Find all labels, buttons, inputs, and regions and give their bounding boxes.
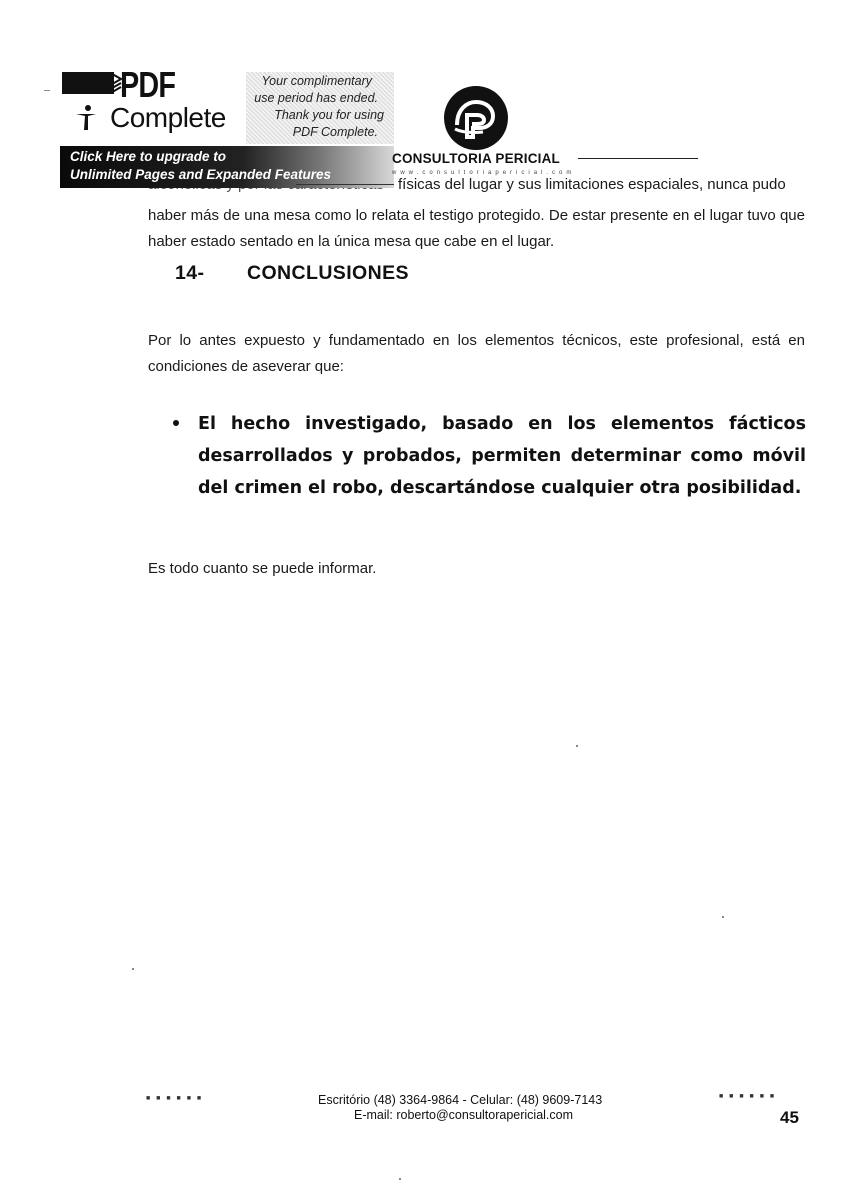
company-logo-icon xyxy=(443,85,509,151)
scan-speck xyxy=(132,968,134,970)
conclusion-bullet: El hecho investigado, basado en los elementos fácticos desarrollados y probados, permiten determinar como móvil del crimen el robo, descartándose cualquier otra posibilidad. xyxy=(198,414,806,498)
upgrade-banner[interactable] xyxy=(60,146,394,188)
header-rule xyxy=(578,158,698,159)
watermark-brand-complete: Complete xyxy=(110,102,226,133)
paragraph-fragment: físicas del lugar y sus limitaciones espaciales, nunca pudo xyxy=(398,176,786,193)
section-number: 14- xyxy=(175,262,205,284)
company-website: www.consultoriapericial.com xyxy=(392,170,576,176)
upgrade-line[interactable]: Unlimited Pages and Expanded Features xyxy=(70,167,332,182)
pdf-complete-watermark[interactable] xyxy=(60,64,394,188)
watermark-msg-line: use period has ended. xyxy=(254,91,378,105)
watermark-brand-pdf: PDF xyxy=(120,64,176,105)
paragraph: Por lo antes expuesto y fundamentado en los elementos técnicos, este profesional, está en condiciones de aseverar que: xyxy=(148,332,805,375)
scan-speck xyxy=(44,90,50,91)
watermark-msg-line: Your complimentary xyxy=(261,74,372,88)
page-number: 45 xyxy=(780,1108,799,1127)
pdf-complete-logo xyxy=(60,64,250,146)
company-name: CONSULTORIA PERICIAL xyxy=(392,151,561,166)
scan-speck xyxy=(722,916,724,918)
paragraph: haber más de una mesa como lo relata el testigo protegido. De estar presente en el lugar tuvo que haber estado sentado en la única mesa que cabe en el lugar. xyxy=(148,207,805,250)
scan-speck xyxy=(399,1178,401,1180)
upgrade-line[interactable]: Click Here to upgrade to xyxy=(70,149,227,164)
footer-decoration: ■ ■ ■ ■ ■ ■ xyxy=(146,1095,204,1102)
footer-phone: Escritório (48) 3364-9864 - Celular: (48) 9609-7143 xyxy=(318,1093,603,1107)
footer-decoration: ■ ■ ■ ■ ■ ■ xyxy=(719,1093,777,1100)
strike-line xyxy=(296,184,394,185)
figure-icon xyxy=(74,104,98,134)
section-title: CONCLUSIONES xyxy=(247,262,409,284)
scan-speck xyxy=(576,745,578,747)
watermark-message xyxy=(246,72,394,144)
footer-email: E-mail: roberto@consultorapericial.com xyxy=(354,1108,574,1122)
watermark-msg-line: PDF Complete. xyxy=(292,125,378,139)
watermark-msg-line: Thank you for using xyxy=(274,108,384,122)
bullet-icon xyxy=(173,420,179,426)
closing-statement: Es todo cuanto se puede informar. xyxy=(148,560,377,577)
